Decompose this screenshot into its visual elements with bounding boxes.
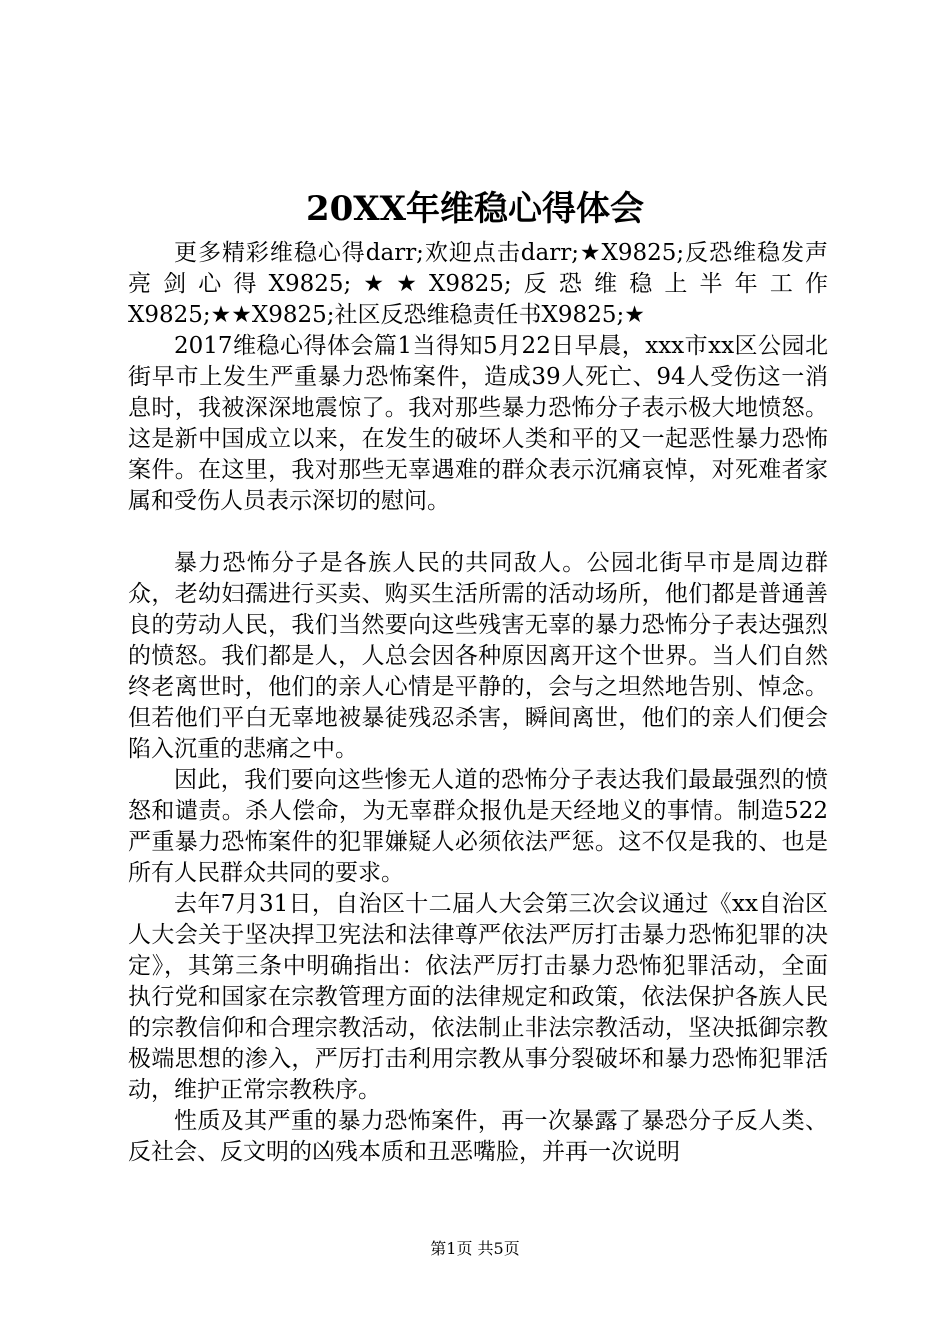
document-title: 20XX年维稳心得体会 — [305, 189, 645, 229]
page-number-footer: 第1页 共5页 — [430, 1239, 520, 1258]
paragraph-2: 暴力恐怖分子是各族人民的共同敌人。公园北街早市是周边群众，老幼妇孺进行买卖、购买生活所需的活动场所，他们都是普通善良的劳动人民，我们当然要向这些残害无辜的暴力恐怖分子表达强烈的愤怒。我们都是人，人总会因各种原因离开这个世界。当人们自然终老离世时，他们的亲人心情是平静的，会与之坦然地告别、悼念。但若他们平白无辜地被暴徒残忍杀害，瞬间离世，他们的亲人们便会陷入沉重的悲痛之中。 — [128, 550, 828, 762]
paragraph-4: 去年7月31日，自治区十二届人大会第三次会议通过《xx自治区人大会关于坚决捍卫宪法和法律尊严依法严厉打击暴力恐怖犯罪的决定》，其第三条中明确指出：依法严厉打击暴力恐怖犯罪活动，全面执行党和国家在宗教管理方面的法律规定和政策，依法保护各族人民的宗教信仰和合理宗教活动，依法制止非法宗教活动，坚决抵御宗教极端思想的渗入，严厉打击利用宗教从事分裂破坏和暴力恐怖犯罪活动，维护正常宗教秩序。 — [128, 891, 828, 1103]
paragraph-spacer — [128, 517, 828, 548]
paragraph-intro-links: 更多精彩维稳心得darr;欢迎点击darr;★X9825;反恐维稳发声亮剑心得X9825;★★X9825;反恐维稳上半年工作X9825;★★X9825;社区反恐维稳责任书X9825;★ — [128, 240, 828, 328]
paragraph-1: 2017维稳心得体会篇1当得知5月22日早晨，xxx市xx区公园北街早市上发生严重暴力恐怖案件，造成39人死亡、94人受伤这一消息时，我被深深地震惊了。我对那些暴力恐怖分子表示极大地愤怒。这是新中国成立以来，在发生的破坏人类和平的又一起恶性暴力恐怖案件。在这里，我对那些无辜遇难的群众表示沉痛哀悼，对死难者家属和受伤人员表示深切的慰问。 — [128, 333, 828, 514]
paragraph-3: 因此，我们要向这些惨无人道的恐怖分子表达我们最最强烈的愤怒和谴责。杀人偿命，为无辜群众报仇是天经地义的事情。制造522严重暴力恐怖案件的犯罪嫌疑人必须依法严惩。这不仅是我的、也是所有人民群众共同的要求。 — [128, 767, 828, 886]
paragraph-5: 性质及其严重的暴力恐怖案件，再一次暴露了暴恐分子反人类、反社会、反文明的凶残本质和丑恶嘴脸，并再一次说明 — [128, 1108, 828, 1165]
document-body — [128, 238, 828, 1168]
